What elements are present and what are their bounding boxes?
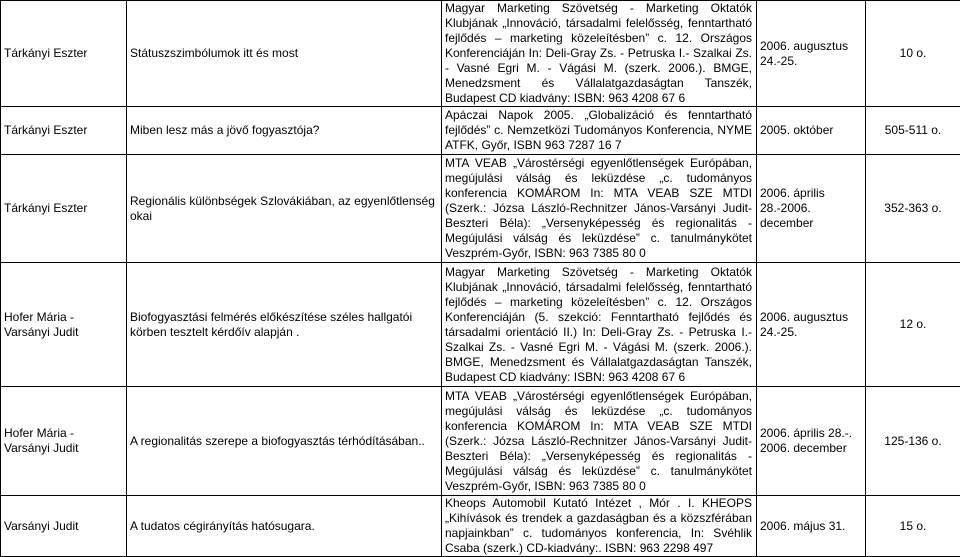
author-cell: Tárkányi Eszter (1, 1, 127, 107)
source-cell: Magyar Marketing Szövetség - Marketing Oktatók Klubjának „Innováció, társadalmi felelősség, fenntartható fejlődés – marketing közeleítésben” c. 12. Országos Konferenciáján In: Deli-Gray Zs. - Petruska I.- Szalkai Zs. - Vasné Egri M. - Vágási M. (szerk. 2006.). BMGE, Menedzsment és Vállalatgazdaságtan Tanszék, Budapest CD kiadvány: ISBN: 963 4208 67 6 (442, 1, 757, 107)
author-cell: Hofer Mária - Varsányi Judit (1, 263, 127, 387)
author-cell: Varsányi Judit (1, 496, 127, 557)
title-cell: Miben lesz más a jövő fogyasztója? (127, 107, 442, 155)
table-row (1, 155, 960, 263)
title-cell: A tudatos cégirányítás hatósugara. (127, 496, 442, 557)
pages-cell: 125-136 o. (866, 387, 960, 496)
pages-cell: 15 o. (866, 496, 960, 557)
title-cell: Biofogyasztási felmérés előkészítése széles hallgatói körben tesztelt kérdőív alapján . (127, 263, 442, 387)
source-cell: MTA VEAB „Várostérségi egyenlőtlenségek Európában, megújulási válság és leküzdése „c. tudományos konferencia KOMÁROM In: MTA VEAB SZE MTDI (Szerk.: Józsa László-Rechnitzer János-Varsányi Judit-Beszteri Béla): „Versenyképesség és regionalitás - Megújulási válság és leküzdése” c. tanulmánykötet Veszprém-Győr, ISBN: 963 7385 80 0 (442, 387, 757, 496)
date-cell: 2006. április 28.-2006. december (757, 155, 866, 263)
pages-cell: 505-511 o. (866, 107, 960, 155)
pages-cell: 10 o. (866, 1, 960, 107)
table-row (1, 107, 960, 155)
table-row (1, 1, 960, 107)
source-cell: Kheops Automobil Kutató Intézet , Mór . I. KHEOPS „Kihívások és trendek a gazdaságban és a közszférában napjainkban” c. tudományos konferencia, In: Svéhlik Csaba (szerk.) CD-kiadvány:. ISBN: 963 2298 497 (442, 496, 757, 557)
table-row (1, 387, 960, 496)
title-cell: A regionalitás szerepe a biofogyasztás térhódításában.. (127, 387, 442, 496)
author-cell: Hofer Mária - Varsányi Judit (1, 387, 127, 496)
date-cell: 2006. május 31. (757, 496, 866, 557)
date-cell: 2006. augusztus 24.-25. (757, 263, 866, 387)
title-cell: Státuszszimbólumok itt és most (127, 1, 442, 107)
source-cell: Magyar Marketing Szövetség - Marketing Oktatók Klubjának „Innováció, társadalmi felelősség, fenntartható fejlődés – marketing közeleítésben” c. 12. Országos Konferenciáján (5. szekció: Fenntartható fejlődés és társadalmi orientáció II.) In: Deli-Gray Zs. - Petruska I.- Szalkai Zs. - Vasné Egri M. - Vágási M. (szerk. 2006.). BMGE, Menedzsment és Vállalatgazdaságtan Tanszék, Budapest CD kiadvány: ISBN: 963 4208 67 6 (442, 263, 757, 387)
table-row (1, 496, 960, 557)
table-row (1, 263, 960, 387)
title-cell: Regionális különbségek Szlovákiában, az egyenlőtlenség okai (127, 155, 442, 263)
source-cell: MTA VEAB „Várostérségi egyenlőtlenségek Európában, megújulási válság és leküzdése „c. tudományos konferencia KOMÁROM In: MTA VEAB SZE MTDI (Szerk.: Józsa László-Rechnitzer János-Varsányi Judit-Beszteri Béla): „Versenyképesség és regionalitás - Megújulási válság és leküzdése” c. tanulmánykötet Veszprém-Győr, ISBN: 963 7385 80 0 (442, 155, 757, 263)
author-cell: Tárkányi Eszter (1, 107, 127, 155)
pages-cell: 12 o. (866, 263, 960, 387)
author-cell: Tárkányi Eszter (1, 155, 127, 263)
date-cell: 2005. október (757, 107, 866, 155)
date-cell: 2006. augusztus 24.-25. (757, 1, 866, 107)
pages-cell: 352-363 o. (866, 155, 960, 263)
source-cell: Apáczai Napok 2005. „Globalizáció és fenntartható fejlődés” c. Nemzetközi Tudományos Konferencia, NYME ATFK, Győr, ISBN 963 7287 16 7 (442, 107, 757, 155)
date-cell: 2006. április 28.-. 2006. december (757, 387, 866, 496)
